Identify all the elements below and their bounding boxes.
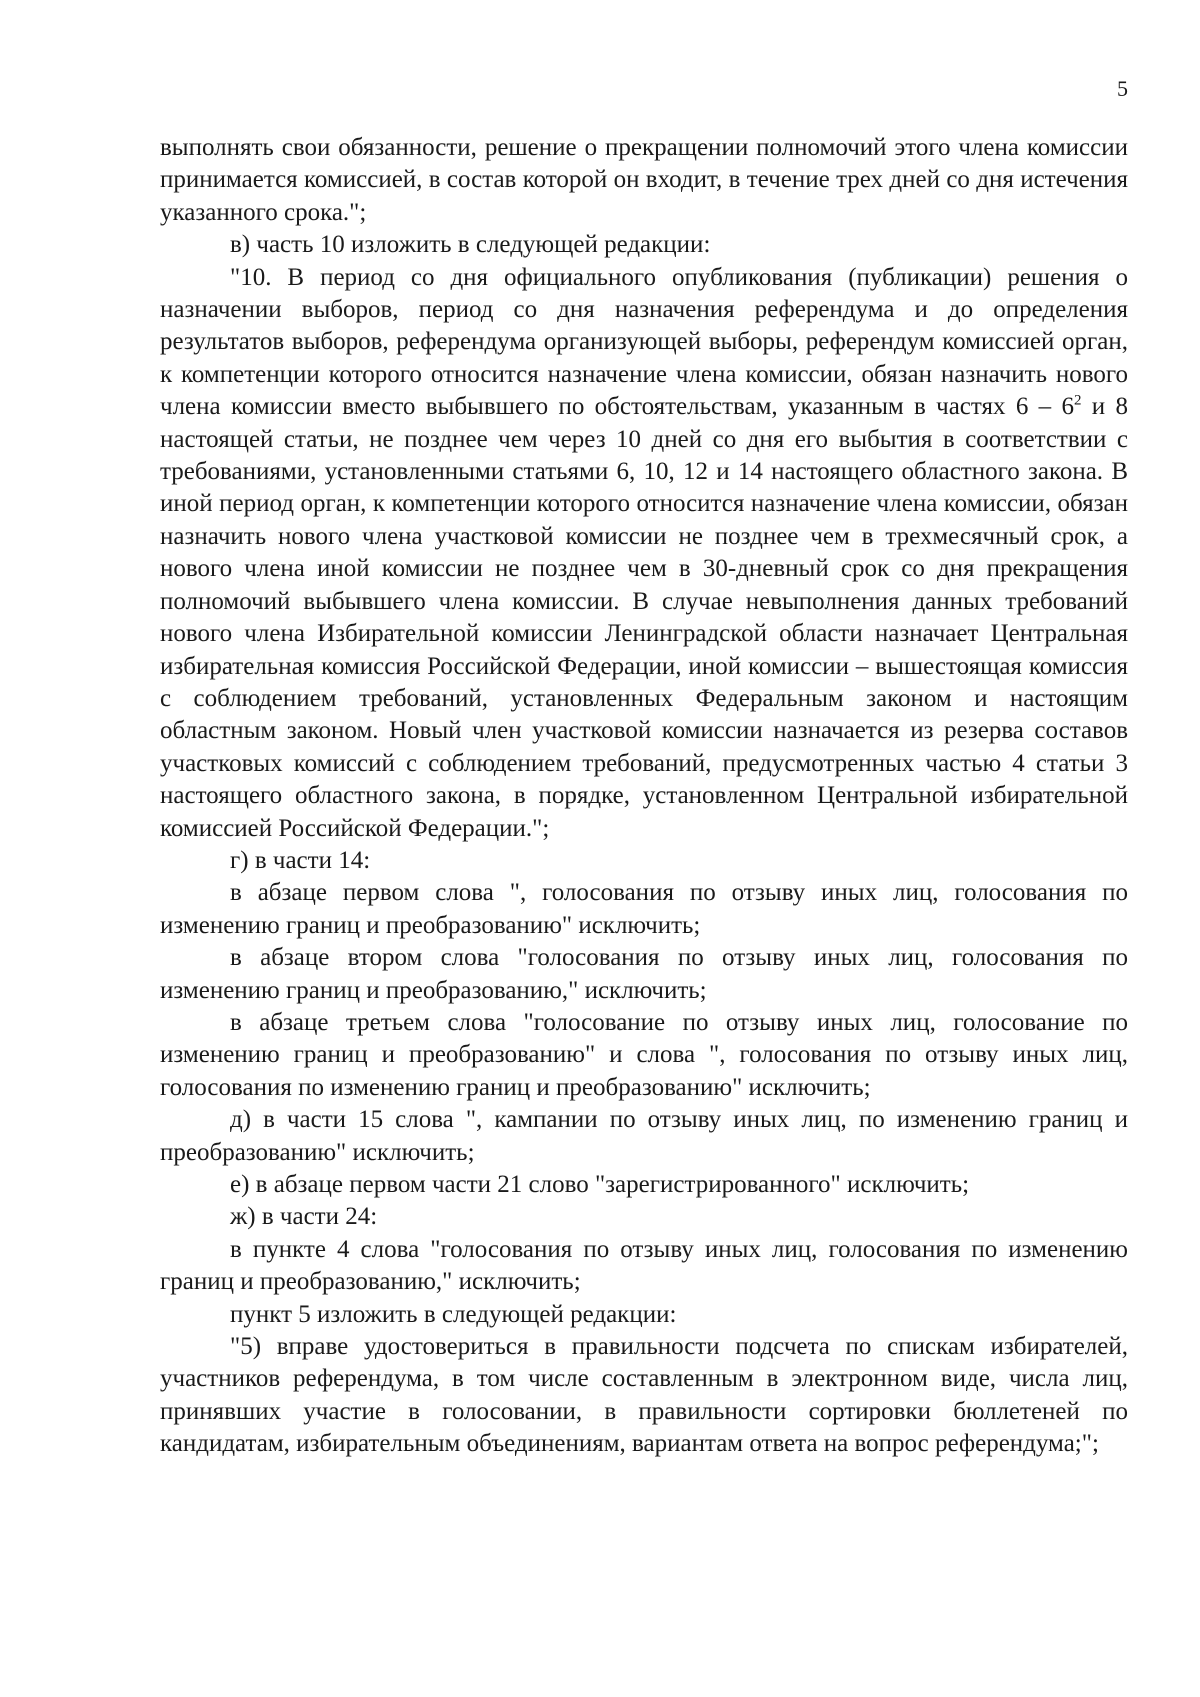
paragraph-item-d: д) в части 15 слова ", кампании по отзыву иных лиц, по изменению границ и преобразованию" исключить; xyxy=(160,1106,1128,1166)
paragraph-continuation: выполнять свои обязанности, решение о прекращении полномочий этого члена комиссии принимается комиссией, в состав которой он входит, в течение трех дней со дня истечения указанного срока."; xyxy=(160,134,1128,226)
paragraph-abzac-2: в абзаце втором слова "голосования по отзыву иных лиц, голосования по изменению границ и преобразованию," исключить; xyxy=(160,944,1128,1004)
paragraph-part-10-text-after: и 8 настоящей статьи, не позднее чем через 10 дней со дня его выбытия в соответствии с требованиями, установленными статьями 6, 10, 12 и 14 настоящего областного закона. В иной период орган, к компетенции которого относится назначение члена комиссии, обязан назначить нового члена участковой комиссии не позднее чем в трехмесячный срок, а нового члена иной комиссии не позднее чем в 30-дневный срок со дня прекращения полномочий выбывшего члена комиссии. В случае невыполнения данных требований нового члена Избирательной комиссии Ленинградской области назначает Центральная избирательная комиссия Российской Федерации, иной комиссии – вышестоящая комиссия с соблюдением требований, установленных Федеральным законом и настоящим областным законом. Новый член участковой комиссии назначается из резерва составов участковых комиссий с соблюдением требований, предусмотренных частью 4 статьи 3 настоящего областного закона, в порядке, установленном Центральной избирательной комиссией Российской Федерации."; xyxy=(160,393,1128,842)
paragraph-punkt-5-text: "5) вправе удостовериться в правильности подсчета по спискам избирателей, участников референдума, в том числе составленным в электронном виде, числа лиц, принявших участие в голосовании, в правильности сортировки бюллетеней по кандидатам, избирательным объединениям, вариантам ответа на вопрос референдума;"; xyxy=(160,1333,1128,1458)
paragraph-item-g: г) в части 14: xyxy=(230,846,371,874)
paragraph-item-zh: ж) в части 24: xyxy=(230,1203,378,1231)
paragraph-item-v: в) часть 10 изложить в следующей редакции: xyxy=(230,231,711,259)
document-body xyxy=(160,132,1128,1461)
paragraph-abzac-3: в абзаце третьем слова "голосование по отзыву иных лиц, голосование по изменению границ и преобразованию" и слова ", голосования по отзыву иных лиц, голосования по изменению границ и преобразованию" исключить; xyxy=(160,1008,1128,1101)
paragraph-abzac-1: в абзаце первом слова ", голосования по отзыву иных лиц, голосования по изменению границ и преобразованию" исключить; xyxy=(160,879,1128,939)
paragraph-part-10-text-before: "10. В период со дня официального опубликования (публикации) решения о назначении выборов, период со дня назначения референдума и до определения результатов выборов, референдума организующей выборы, референдум комиссией орган, к компетенции которого относится назначение члена комиссии, обязан назначить нового члена комиссии вместо выбывшего по обстоятельствам, указанным в частях 6 – 6 xyxy=(160,263,1128,421)
paragraph-part-10 xyxy=(160,262,1128,845)
paragraph-item-e: е) в абзаце первом части 21 слово "зарегистрированного" исключить; xyxy=(230,1171,970,1198)
superscript: 2 xyxy=(1073,392,1082,409)
paragraph-punkt-4: в пункте 4 слова "голосования по отзыву иных лиц, голосования по изменению границ и преобразованию," исключить; xyxy=(160,1235,1128,1296)
paragraph-punkt-5-intro: пункт 5 изложить в следующей редакции: xyxy=(230,1300,677,1328)
page-number: 5 xyxy=(1117,76,1128,101)
